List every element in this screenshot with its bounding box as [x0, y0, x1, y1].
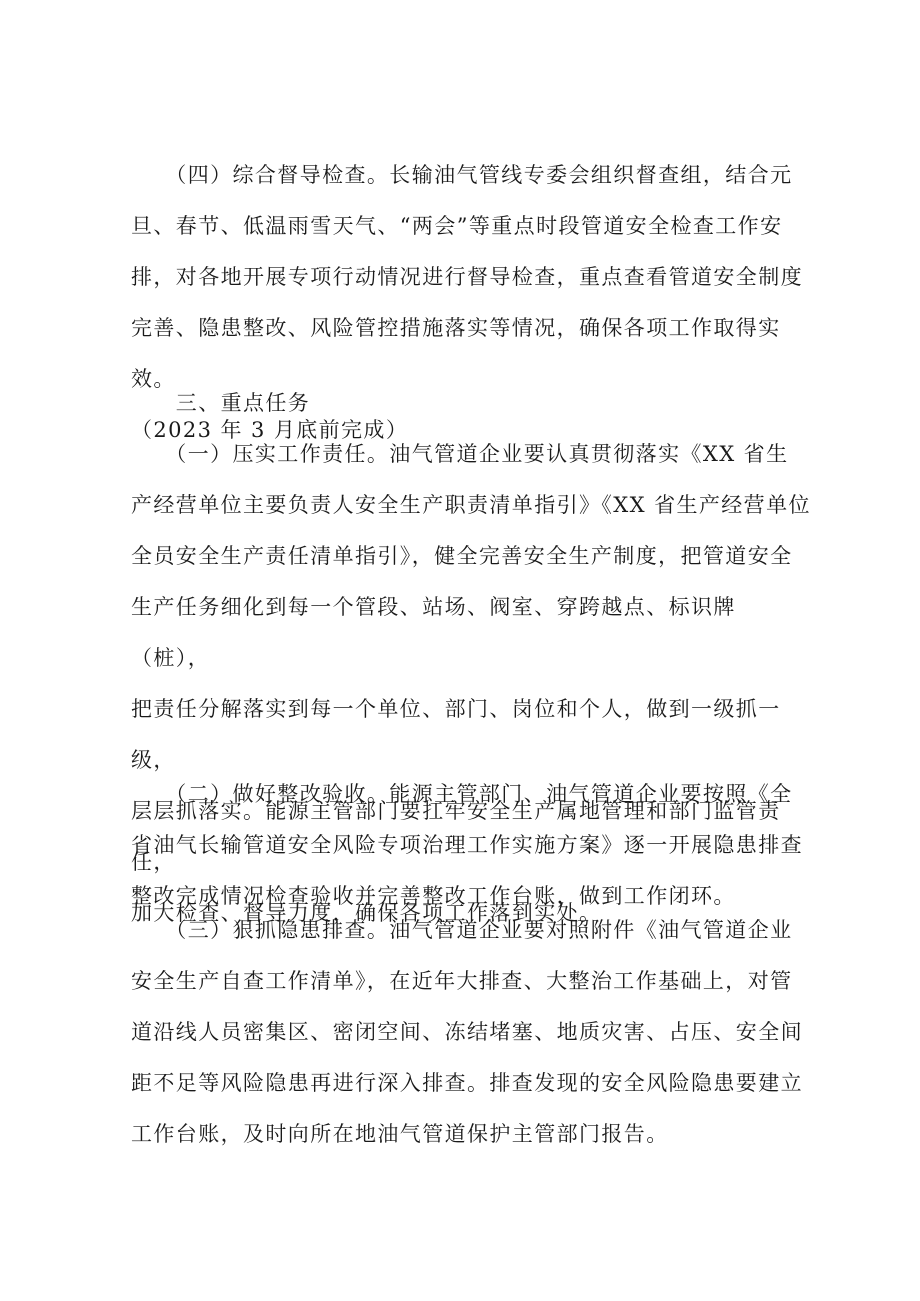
paragraph-rectification-acceptance: （二）做好整改验收。能源主管部门、油气管道企业要按照《全 省油气长输管道安全风险专项治理工作实施方案》逐一开展隐患排查 整改完成情况检查验收并完善整改工作台账，做到工作闭环。 [131, 782, 803, 908]
paragraph-supervision-inspection: （四）综合督导检查。长输油气管线专委会组织督查组，结合元 旦、春节、低温雨雪天气、“两会”等重点时段管道安全检查工作安 排，对各地开展专项行动情况进行督导检查，重点查看管道安全制度 完善、隐患整改、风险管控措施落实等情况，确保各项工作取得实效。 （2023 年 3 月底前完成） [131, 163, 803, 442]
paragraph-responsibility: （一）压实工作责任。油气管道企业要认真贯彻落实《XX 省生 产经营单位主要负责人安全生产职责清单指引》《XX 省生产经营单位 全员安全生产责任清单指引》，健全完善安全生产制度，把管道安全 生产任务细化到每一个管段、站场、阀室、穿跨越点、标识牌（桩）， 把责任分解落实到每一个单位、部门、岗位和个人，做到一级抓一级， 层层抓落实。能源主管部门要扛牢安全生产属地管理和部门监管责任， 加大检查、督导力度，确保各项工作落到实处。 [131, 442, 811, 925]
paragraph-hazard-investigation: （三）狠抓隐患排查。油气管道企业要对照附件《油气管道企业 安全生产自查工作清单》，在近年大排查、大整治工作基础上，对管 道沿线人员密集区、密闭空间、冻结堵塞、地质灾害、占压、安全间 距不足等风险隐患再进行深入排查。排查发现的安全风险隐患要建立 工作台账，及时向所在地油气管道保护主管部门报告。 [131, 918, 803, 1146]
section-heading-key-tasks: 三、重点任务 [131, 391, 311, 415]
